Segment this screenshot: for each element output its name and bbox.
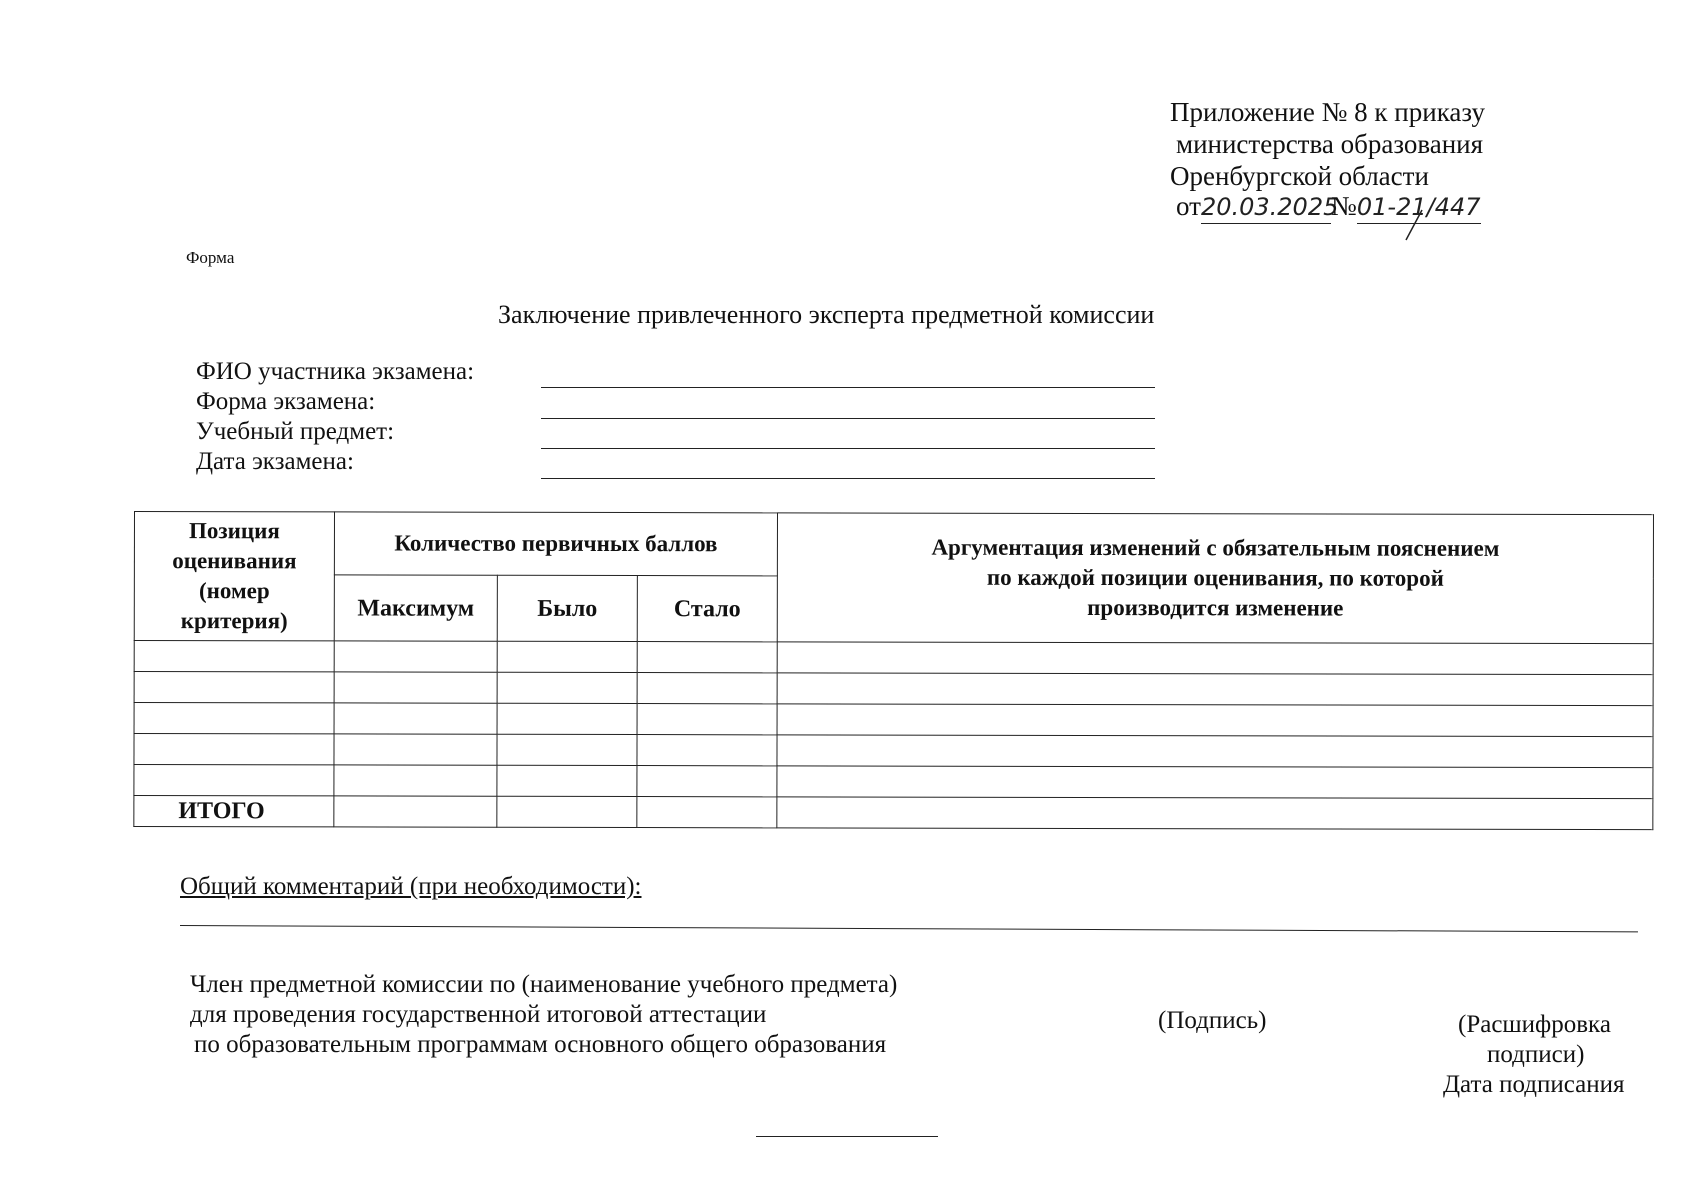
from-label: от — [1176, 191, 1201, 221]
cell-now[interactable] — [637, 642, 777, 673]
participant-input-line[interactable] — [541, 387, 1155, 388]
cell-was[interactable] — [497, 703, 637, 734]
header-points: Количество первичных баллов — [334, 512, 777, 576]
signing-date-label: Дата подписания — [1443, 1071, 1625, 1098]
cell-total-now[interactable] — [637, 797, 777, 828]
decode-line-2: подписи) — [1487, 1041, 1585, 1068]
cell-was[interactable] — [497, 672, 637, 703]
table-row — [134, 765, 1653, 799]
cell-max[interactable] — [334, 765, 497, 796]
cell-argument[interactable] — [777, 673, 1653, 706]
table-header-row — [134, 512, 1653, 579]
cell-was[interactable] — [497, 765, 637, 796]
cell-now[interactable] — [637, 704, 777, 735]
cell-max[interactable] — [334, 703, 497, 734]
exam-date-input-line[interactable] — [541, 478, 1155, 479]
cell-argument[interactable] — [777, 642, 1653, 675]
cell-now[interactable] — [637, 766, 777, 797]
cell-position[interactable] — [134, 703, 334, 734]
member-line-1: Член предметной комиссии по (наименование учебного предмета) — [190, 971, 898, 998]
region-line: Оренбургской области — [1170, 161, 1429, 191]
header-was: Было — [497, 576, 637, 642]
cell-argument[interactable] — [777, 704, 1653, 737]
cell-total-was[interactable] — [497, 796, 637, 827]
signature-label: (Подпись) — [1158, 1007, 1267, 1034]
table-row — [134, 734, 1653, 768]
cell-was[interactable] — [497, 734, 637, 765]
cell-position[interactable] — [134, 641, 334, 672]
order-ref — [1176, 190, 1481, 224]
field-label-subject: Учебный предмет: — [196, 418, 395, 445]
scores-table — [133, 511, 1654, 830]
header-argument: Аргументация изменений с обязательным пояснением по каждой позиции оценивания, по которой производится изменение — [777, 513, 1653, 644]
cell-was[interactable] — [497, 641, 637, 672]
field-label-exam-form: Форма экзамена: — [196, 388, 376, 415]
table-row — [134, 641, 1653, 675]
field-label-participant: ФИО участника экзамена: — [196, 358, 475, 385]
comment-input-line[interactable] — [180, 925, 1638, 932]
cell-position[interactable] — [134, 734, 334, 765]
bottom-divider — [756, 1136, 938, 1137]
cell-total-argument[interactable] — [777, 797, 1653, 830]
cell-max[interactable] — [334, 641, 497, 672]
handwritten-number: 01-21/447 — [1357, 191, 1481, 224]
cell-now[interactable] — [637, 673, 777, 704]
field-label-exam-date: Дата экзамена: — [196, 448, 354, 475]
form-label: Форма — [186, 248, 235, 267]
exam-form-input-line[interactable] — [541, 418, 1155, 419]
table-total-row — [134, 796, 1653, 830]
cell-argument[interactable] — [777, 766, 1653, 799]
handwritten-date: 20.03.2025 — [1201, 191, 1331, 224]
table-row — [134, 703, 1653, 737]
header-max: Максимум — [334, 575, 497, 641]
member-line-3: по образовательным программам основного общего образования — [194, 1031, 887, 1058]
subject-input-line[interactable] — [541, 448, 1155, 449]
member-line-2: для проведения государственной итоговой аттестации — [190, 1001, 767, 1028]
cell-position[interactable] — [134, 765, 334, 796]
header-now: Стало — [637, 576, 777, 642]
cell-total-max[interactable] — [334, 796, 497, 827]
document-title: Заключение привлеченного эксперта предметной комиссии — [498, 300, 1155, 329]
cell-now[interactable] — [637, 735, 777, 766]
total-label: ИТОГО — [134, 796, 334, 827]
cell-position[interactable] — [134, 672, 334, 703]
table-row — [134, 672, 1653, 706]
appendix-line: Приложение № 8 к приказу — [1170, 97, 1485, 127]
header-position: Позиция оценивания (номер критерия) — [134, 512, 334, 641]
comment-label: Общий комментарий (при необходимости): — [180, 873, 642, 900]
decode-line-1: (Расшифровка — [1458, 1011, 1611, 1038]
cell-max[interactable] — [334, 672, 497, 703]
cell-max[interactable] — [334, 734, 497, 765]
cell-argument[interactable] — [777, 735, 1653, 768]
ministry-line: министерства образования — [1176, 129, 1484, 159]
number-label: № — [1330, 191, 1357, 221]
signature-stroke-icon — [1400, 208, 1430, 242]
